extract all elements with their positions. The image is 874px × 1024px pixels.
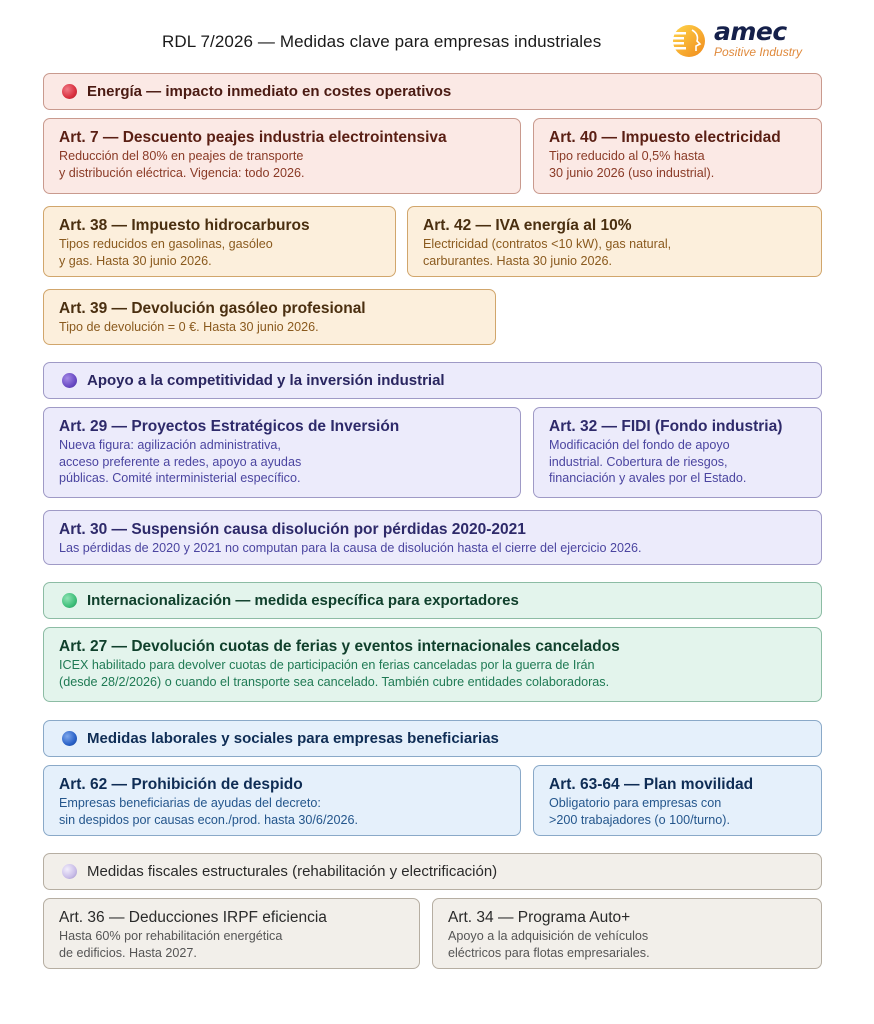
card-title: Art. 42 — IVA energía al 10% xyxy=(423,217,632,234)
card-title: Art. 34 — Programa Auto+ xyxy=(448,909,631,926)
red-dot-icon xyxy=(62,84,77,99)
card-title: Art. 40 — Impuesto electricidad xyxy=(549,129,781,146)
blue-dot-icon xyxy=(62,731,77,746)
section-title: Internacionalización — medida específica para exportadores xyxy=(87,592,519,609)
card-desc: Tipo de devolución = 0 €. Hasta 30 junio 2026. xyxy=(59,320,319,334)
purple-dot-icon xyxy=(62,373,77,388)
card-desc: Reducción del 80% en peajes de transporte y distribución eléctrica. Vigencia: todo 2026. xyxy=(59,149,305,180)
card-desc: Nueva figura: agilización administrativa, acceso preferente a redes, apoyo a ayudas públicas. Comité interministerial específico. xyxy=(59,438,302,485)
card-title: Art. 29 — Proyectos Estratégicos de Inversión xyxy=(59,418,400,435)
card-desc: Modificación del fondo de apoyo industrial. Cobertura de riesgos, financiación y avales por el Estado. xyxy=(549,438,747,485)
lavender-dot-icon xyxy=(62,864,77,879)
card-art-39 xyxy=(43,289,496,345)
card-desc: Las pérdidas de 2020 y 2021 no computan para la causa de disolución hasta el cierre del ejercicio 2026. xyxy=(59,541,642,555)
section-title: Apoyo a la competitividad y la inversión industrial xyxy=(87,372,445,389)
card-art-30 xyxy=(43,510,822,565)
amec-logo xyxy=(672,17,832,64)
green-dot-icon xyxy=(62,593,77,608)
section-title: Medidas laborales y sociales para empresas beneficiarias xyxy=(87,730,499,747)
section-title: Energía — impacto inmediato en costes operativos xyxy=(87,83,452,100)
card-art-38 xyxy=(43,206,396,277)
card-title: Art. 30 — Suspensión causa disolución por pérdidas 2020-2021 xyxy=(59,521,526,538)
card-title: Art. 27 — Devolución cuotas de ferias y eventos internacionales cancelados xyxy=(59,638,620,655)
card-desc: Tipos reducidos en gasolinas, gasóleo y gas. Hasta 30 junio 2026. xyxy=(59,237,273,268)
card-title: Art. 38 — Impuesto hidrocarburos xyxy=(59,217,310,234)
card-desc: Tipo reducido al 0,5% hasta 30 junio 2026 (uso industrial). xyxy=(549,149,715,180)
card-art-7 xyxy=(43,118,521,194)
card-art-34 xyxy=(432,898,822,969)
logo-name: amec xyxy=(714,17,787,46)
card-desc: Apoyo a la adquisición de vehículos eléctricos para flotas empresariales. xyxy=(448,929,650,960)
amec-logo-icon xyxy=(672,24,706,58)
section-header-energia xyxy=(43,73,822,110)
card-desc: Obligatorio para empresas con >200 trabajadores (o 100/turno). xyxy=(549,796,730,827)
card-desc: Empresas beneficiarias de ayudas del decreto: sin despidos por causas econ./prod. hasta 30/6/2026. xyxy=(59,796,358,827)
card-desc: ICEX habilitado para devolver cuotas de participación en ferias canceladas por la guerra de Irán (desde 28/2/2026) o cuando el transporte sea cancelado. También cubre entidades colaboradoras. xyxy=(59,658,610,689)
card-title: Art. 7 — Descuento peajes industria electrointensiva xyxy=(59,129,447,146)
card-title: Art. 62 — Prohibición de despido xyxy=(59,776,303,793)
logo-tagline: Positive Industry xyxy=(714,45,803,59)
card-art-63-64 xyxy=(533,765,822,836)
card-art-62 xyxy=(43,765,521,836)
section-header-laborales xyxy=(43,720,822,757)
section-header-competitividad xyxy=(43,362,822,399)
card-desc: Hasta 60% por rehabilitación energética de edificios. Hasta 2027. xyxy=(59,929,283,960)
card-art-40 xyxy=(533,118,822,194)
card-art-32 xyxy=(533,407,822,498)
card-art-36 xyxy=(43,898,420,969)
page-title: RDL 7/2026 — Medidas clave para empresas industriales xyxy=(162,32,602,51)
card-title: Art. 32 — FIDI (Fondo industria) xyxy=(549,418,783,435)
section-title: Medidas fiscales estructurales (rehabilitación y electrificación) xyxy=(87,863,498,880)
section-header-internacionalizacion xyxy=(43,582,822,619)
card-title: Art. 36 — Deducciones IRPF eficiencia xyxy=(59,909,327,926)
card-title: Art. 63-64 — Plan movilidad xyxy=(549,776,754,793)
card-art-42 xyxy=(407,206,822,277)
card-art-27 xyxy=(43,627,822,702)
card-desc: Electricidad (contratos <10 kW), gas natural, carburantes. Hasta 30 junio 2026. xyxy=(423,237,672,268)
card-title: Art. 39 — Devolución gasóleo profesional xyxy=(59,300,366,317)
section-header-fiscales xyxy=(43,853,822,890)
card-art-29 xyxy=(43,407,521,498)
